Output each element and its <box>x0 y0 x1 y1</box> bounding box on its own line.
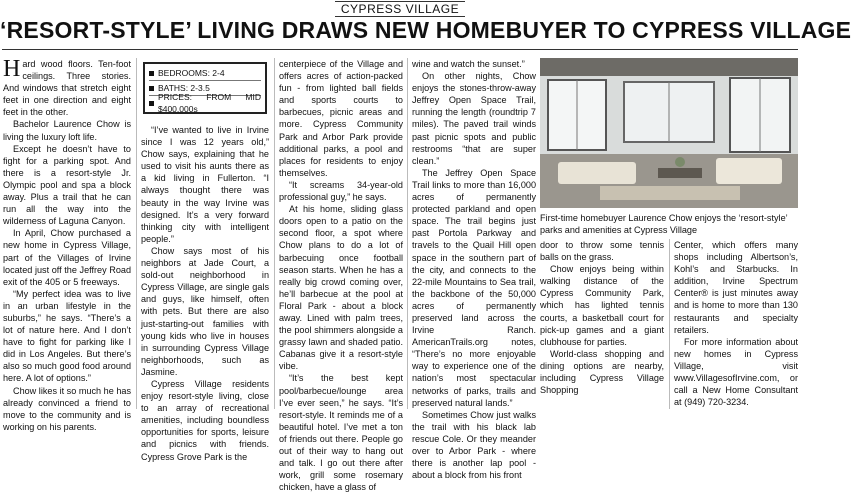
bullet-square-icon <box>149 86 154 91</box>
paragraph: World-class shopping and dining options are nearby, including Cypress Village Shopping <box>540 348 664 396</box>
fact-text: BEDROOMS: 2-4 <box>158 67 225 78</box>
bullet-square-icon <box>149 71 154 76</box>
headline: ‘RESORT-STYLE’ LIVING DRAWS NEW HOMEBUYER TO CYPRESS VILLAGE <box>0 17 851 43</box>
paragraph: Cypress Village residents enjoy resort-style living, close to an array of recreational amenities, including boundless opportunities for sports, leisure and picnics with friends. Cypress Grove Park is the <box>141 378 269 462</box>
paragraph: “It screams 34-year-old professional guy,” he says. <box>279 179 403 203</box>
column-4 <box>412 58 536 481</box>
column-divider <box>274 58 275 409</box>
paragraph: In April, Chow purchased a new home in Cypress Village, part of the Villages of Irvine located just off the Jeffrey Road exit of the 405 or 5 freeways. <box>3 228 131 287</box>
column-5 <box>540 239 664 409</box>
photo-illustration <box>540 58 798 208</box>
fact-bedrooms <box>149 66 261 81</box>
column-3 <box>279 58 403 493</box>
fact-prices <box>149 91 261 114</box>
paragraph: Chow says most of his neighbors at Jade Court, a sold-out neighborhood in Cypress Village, are single gals and guys, like himself, often with pets. But there are also just-starting-out families with young kids who live in houses in surrounding Cypress Village neighborhoods, such as Jasmine. <box>141 245 269 377</box>
paragraph: door to throw some tennis balls on the grass. <box>540 240 664 263</box>
column-6 <box>674 239 798 409</box>
headline-rule <box>2 49 798 50</box>
paragraph: Center, which offers many shops including Albertson’s, Kohl’s and Starbucks. In addition, Irvine Spectrum Center® is just minutes away and is home to more than 130 restaurants and specialty retailers. <box>674 240 798 335</box>
paragraph: For more information about new homes in Cypress Village, visit www.VillagesofIrvine.com, or call a New Home Consultant at (949) 720-3234. <box>674 336 798 408</box>
paragraph: Chow likes it so much he has already convinced a friend to move to the community and is working on his parents. <box>3 385 131 432</box>
paragraph: Sometimes Chow just walks the trail with his black lab rescue Cole. Or they meander over to Arbor Park - where there is another lap pool - about a block from his front <box>412 409 536 481</box>
paragraph: “I’ve wanted to live in Irvine since I was 12 years old,” Chow says, explaining that he used to visit his aunts there as a kid living in Fullerton. “I always thought there was beauty in the way Irvine was designed. It’s a very forward thinking city with intelligent people.” <box>141 125 269 244</box>
paragraph: The Jeffrey Open Space Trail links to more than 16,000 acres of permanently protected parkland and open space. The trail begins just past Portola Parkway and travels to the Quail Hill open space in the southern part of the city, and connects to the 22-mile Mountains to Sea trail, the backbone of the 50,000 acres of permanently preserved land across the Irvine Ranch. AmericanTrails.org notes, “There’s no more enjoyable way to experience one of the nation’s most spectacular networks of parks, trails and preserved natural lands.” <box>412 167 536 408</box>
living-room-photo <box>540 58 798 208</box>
paragraph: “My perfect idea was to live in an urban lifestyle in the suburbs,” he says. “There’s a lot of nature here. And I don’t have to fight for parking like I did in Los Angeles. But there’s also so much good food around here. A lot of options.” <box>3 288 131 384</box>
fact-text: BATHS: 2-3.5 <box>158 82 210 93</box>
column-2 <box>141 58 269 462</box>
paragraph: At his home, sliding glass doors open to a patio on the second floor, a spot where Chow plans to do a lot of barbecuing once football season starts. When he has a really big crowd coming over, he’ll barbecue at the pool at Floral Park - about a block away. Lined with palm trees, the pool shimmers alongside a grassy lawn and shaded patio. Cabanas give it a resort-style vibe. <box>279 204 403 372</box>
paragraph: wine and watch the sunset.” <box>412 59 525 69</box>
column-divider <box>136 58 137 409</box>
paragraph: Except he doesn’t have to fight for a parking spot. And there is a resort-style Jr. Olympic pool and spa a block away. Plus a trail that he can run all the way into the wilderness of Laguna Canyon. <box>3 143 131 227</box>
bullet-square-icon <box>149 101 154 106</box>
section-label-text: CYPRESS VILLAGE <box>335 1 465 17</box>
fact-box <box>143 62 267 114</box>
lead-text: ard wood floors. Ten-foot ceilings. Three stories. And windows that stretch eight feet in one direction and eight feet in the other. <box>3 59 131 118</box>
lead-paragraph <box>3 58 131 118</box>
paragraph: centerpiece of the Village and offers acres of action-packed fun - from lighted ball fields and sports courts to barbecues, picnic areas and more. Cypress Community Park and Arbor Park provide additional parks, a pool and places for residents to enjoy themselves. <box>279 59 403 178</box>
paragraph: Chow enjoys being within walking distance of the Cypress Community Park, which has lighted tennis courts, a basketball court for pick-up games and a giant clubhouse for parties. <box>540 264 664 347</box>
paragraph: Bachelor Laurence Chow is living the luxury loft life. <box>3 119 131 142</box>
drop-cap: H <box>3 56 21 82</box>
photo-caption: First-time homebuyer Laurence Chow enjoys the ‘resort-style’ parks and amenities at Cypress Village <box>540 213 788 236</box>
column-1 <box>3 56 131 432</box>
column-divider <box>407 58 408 409</box>
paragraph: On other nights, Chow enjoys the stones-throw-away Jeffrey Open Space Trail, running the length (roundtrip 7 miles). The paved trail winds past picnic spots and public restrooms “that are super clean.” <box>412 71 536 166</box>
fact-text: PRICES: FROM MID $400,000s <box>158 91 261 114</box>
column-divider <box>669 239 670 409</box>
paragraph: “It’s the best kept pool/barbecue/lounge area I’ve ever seen,” he says. “It’s resort-style. It reminds me of a beautiful hotel. I’ve met a ton of friends out there. People go out of their way to hang out and talk. I go out there after work, grill some rosemary chicken, have a glass of <box>279 373 403 493</box>
section-label <box>0 2 800 16</box>
